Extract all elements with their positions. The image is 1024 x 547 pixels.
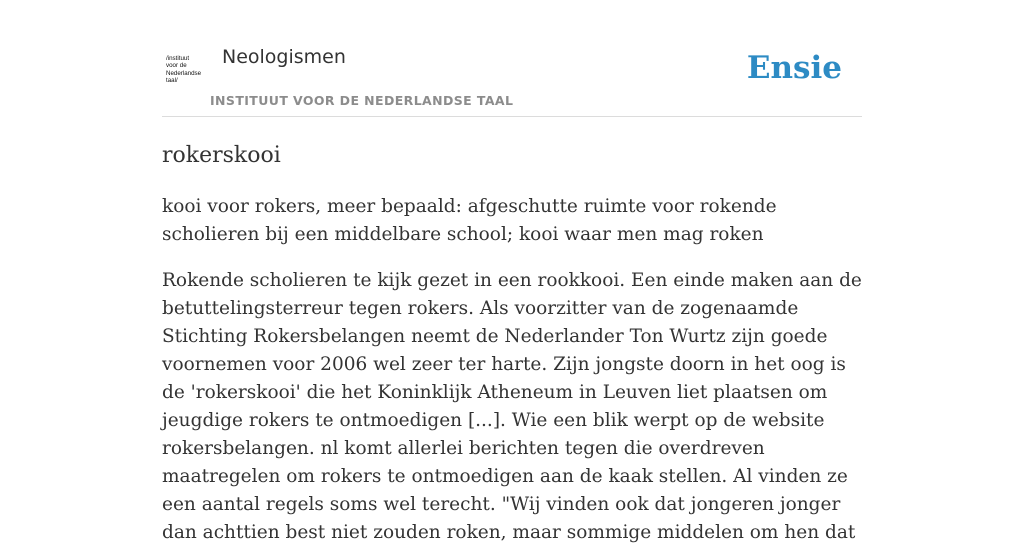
ivdnt-logo[interactable] xyxy=(166,55,208,91)
logo-line: voor de xyxy=(166,62,187,70)
entry-headword: rokerskooi xyxy=(162,143,281,168)
section-title[interactable]: Neologismen xyxy=(222,46,346,68)
logo-line: Nederlandse xyxy=(166,69,202,77)
site-header xyxy=(162,0,862,117)
logo-line: /instituut xyxy=(166,55,190,62)
content-column xyxy=(162,0,862,547)
ensie-brand-link[interactable]: Ensie xyxy=(746,50,842,86)
entry-citation: Rokende scholieren te kijk gezet in een rookkooi. Een einde maken aan de betuttelingsterreur tegen rokers. Als voorzitter van de zogenaamde Stichting Rokersbelangen neemt de Nederlander Ton Wurtz zijn goede voornemen voor 2006 wel zeer ter harte. Zijn jongste doorn in het oog is de 'rokerskooi' die het Koninklijk Atheneum in Leuven liet plaatsen om jeugdige rokers te ontmoedigen [...]. Wie een blik werpt op de website rokersbelangen. nl komt allerlei berichten tegen die overdreven maatregelen om rokers te ontmoedigen aan de kaak stellen. Al vinden ze een aantal regels soms wel terecht. "Wij vinden ook dat jongeren jonger dan achttien best niet zouden roken, maar sommige middelen om hen dat xyxy=(162,270,862,543)
logo-line: taal/ xyxy=(166,76,178,84)
institute-name: INSTITUUT VOOR DE NEDERLANDSE TAAL xyxy=(210,93,514,108)
entry-definition: kooi voor rokers, meer bepaald: afgeschutte ruimte voor rokende scholieren bij een middelbare school; kooi waar men mag roken xyxy=(162,196,777,245)
